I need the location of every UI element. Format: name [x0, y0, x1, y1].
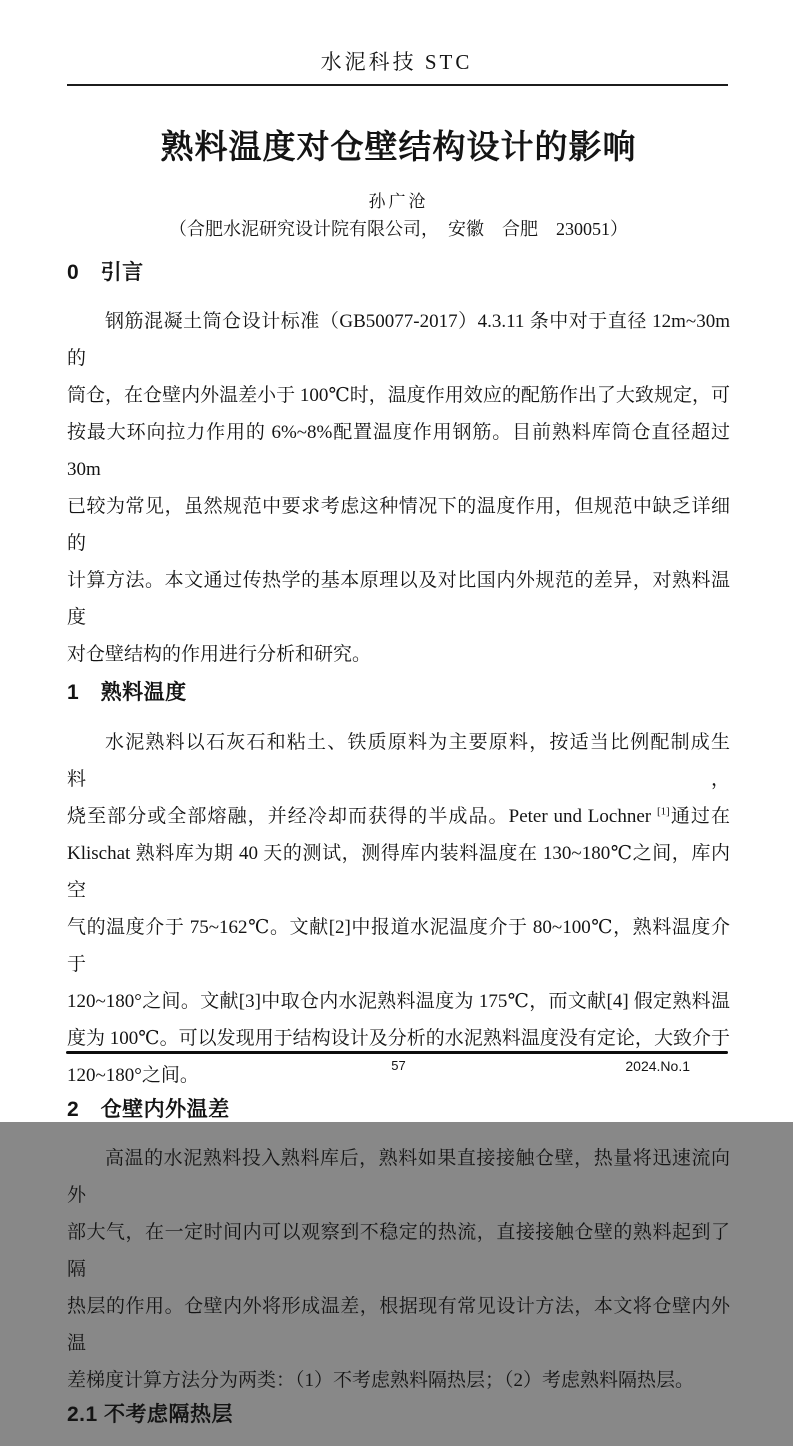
article-body	[67, 0, 730, 1446]
section-introduction	[67, 260, 730, 673]
text-line: 120~180°之间。	[67, 1064, 199, 1086]
text-line: 度为 100℃。可以发现用于结构设计及分析的水泥熟料温度没有定论，大致介于	[67, 1027, 730, 1049]
section-no-insulation-layer	[67, 1402, 730, 1428]
text-line: 120~180°之间。文献[3]中取仓内水泥熟料温度为 175℃，而文献[4] 假定熟料温	[67, 990, 730, 1012]
paragraph	[67, 303, 730, 673]
text-line: 计算方法。本文通过传热学的基本原理以及对比国内外规范的差异，对熟料温度	[67, 570, 730, 629]
author-name: 孙广沧	[368, 192, 429, 211]
text-line: 筒仓，在仓壁内外温差小于 100℃时，温度作用效应的配筋作出了大致规定，可	[67, 385, 730, 407]
section-wall-temperature-difference	[67, 1097, 730, 1399]
issue-label: 2024.No.1	[625, 1058, 690, 1074]
section-heading-1: 1 熟料温度	[67, 681, 187, 705]
text-line: 已较为常见，虽然规范中要求考虑这种情况下的温度作用，但规范中缺乏详细的	[67, 496, 730, 555]
journal-running-head: 水泥科技 STC	[320, 50, 473, 74]
text-line: 气的温度介于 75~162℃。文献[2]中报道水泥温度介于 80~100℃，熟料温度介于	[67, 916, 730, 975]
citation-superscript: [1]	[656, 805, 670, 818]
text-line: 部大气，在一定时间内可以观察到不稳定的热流，直接接触仓壁的熟料起到了隔	[67, 1222, 730, 1281]
text-line: 钢筋混凝土筒仓设计标准（GB50077-2017）4.3.11 条中对于直径 12m~30m 的	[67, 311, 730, 370]
text-line: 差梯度计算方法分为两类：（1）不考虑熟料隔热层；（2）考虑熟料隔热层。	[67, 1370, 695, 1392]
text-line: Klischat 熟料库为期 40 天的测试，测得库内装料温度在 130~180℃之间，库内空	[67, 842, 730, 901]
text-line: 热层的作用。仓壁内外将形成温差，根据现有常见设计方法，本文将仓壁内外温	[67, 1296, 730, 1355]
text-segment: 烧至部分或全部熔融，并经冷却而获得的半成品。Peter und Lochner	[67, 805, 657, 827]
paragraph	[67, 1140, 730, 1399]
paragraph	[67, 724, 730, 1094]
section-heading-0: 0 引言	[67, 261, 144, 284]
text-line: 高温的水泥熟料投入熟料库后，熟料如果直接接触仓壁，热量将迅速流向外	[67, 1148, 730, 1207]
text-segment: 通过在	[669, 805, 730, 827]
text-line: 水泥熟料以石灰石和粘土、铁质原料为主要原料，按适当比例配制成生料，	[67, 731, 730, 790]
page-number: 57	[391, 1058, 406, 1073]
text-line	[67, 798, 730, 835]
footer-rule	[66, 1051, 728, 1054]
text-line: 按最大环向拉力作用的 6%~8%配置温度作用钢筋。目前熟料库筒仓直径超过 30m	[67, 422, 730, 481]
article-title: 熟料温度对仓壁结构设计的影响	[160, 128, 637, 165]
section-clinker-temperature	[67, 680, 730, 1093]
section-heading-2-1: 2.1 不考虑隔热层	[67, 1403, 234, 1427]
text-line: 对仓壁结构的作用进行分析和研究。	[67, 644, 372, 666]
section-heading-2: 2 仓壁内外温差	[67, 1097, 230, 1121]
author-affiliation: （合肥水泥研究设计院有限公司， 安徽 合肥 230051）	[169, 219, 628, 239]
